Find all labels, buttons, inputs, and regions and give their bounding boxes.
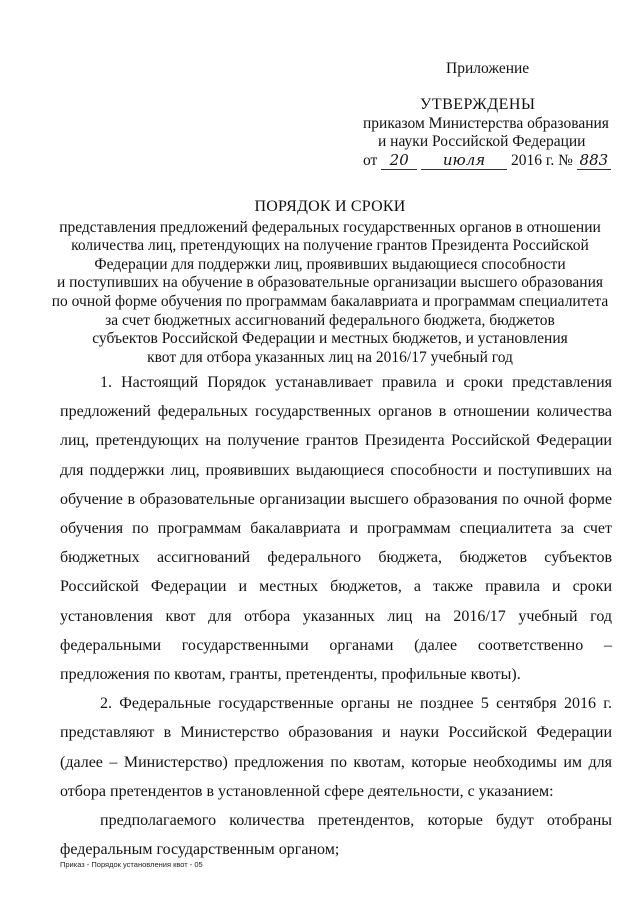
title-line: представления предложений федеральных государственных органов в отношении	[59, 218, 601, 236]
page-footer: Приказ - Порядок установления квот - 05	[60, 860, 203, 869]
paragraph-2: 2. Федеральные государственные органы не позднее 5 сентября 2016 г. представляют в Министерство образования и науки Российской Федерации (далее – Министерство) предложения по квотам, которые необходимы им для отбора претендентов в установленной сфере деятельности, с указанием:	[60, 695, 612, 800]
title-line: субъектов Российской Федерации и местных бюджетов, и установления	[92, 330, 568, 348]
date-day: 20	[381, 151, 417, 170]
title-line: за счет бюджетных ассигнований федерального бюджета, бюджетов	[105, 311, 555, 329]
date-month: июля	[421, 151, 507, 170]
paragraph-3: предполагаемого количества претендентов, которые будут отобраны федеральным государственным органом;	[60, 812, 612, 859]
title-line: количества лиц, претендующих на получение грантов Президента Российской	[71, 237, 589, 255]
order-number: 883	[577, 151, 611, 170]
date-prefix: от	[363, 152, 378, 169]
order-date-line	[363, 151, 611, 170]
appendix-label: Приложение	[446, 60, 530, 77]
order-line-1: приказом Министерства образования	[363, 115, 609, 132]
title-line: и поступивших на обучение в образовательные организации высшего образования	[56, 274, 604, 292]
document-title	[40, 198, 620, 367]
document-body	[60, 368, 612, 864]
order-line-2: и науки Российской Федерации	[378, 133, 586, 150]
title-main: ПОРЯДОК И СРОКИ	[254, 198, 406, 215]
paragraph-1: 1. Настоящий Порядок устанавливает правила и сроки представления предложений федеральных государственных органов в отношении количества лиц, претендующих на получение грантов Президента Российской Федерации для поддержки лиц, проявивших выдающиеся способности и поступивших на обучение в образовательные организации высшего образования по очной форме обучения по программам бакалавриата и программам специалитета за счет бюджетных ассигнований федерального бюджета, бюджетов субъектов Российской Федерации и местных бюджетов, а также правила и сроки установления квот для отбора указанных лиц на 2016/17 учебный год федеральными государственными органами (далее соответственно – предложения по квотам, гранты, претенденты, профильные квоты).	[60, 374, 612, 684]
date-year: 2016 г. №	[510, 152, 573, 169]
approved-label: УТВЕРЖДЕНЫ	[420, 96, 536, 113]
title-line: квот для отбора указанных лиц на 2016/17 учебный год	[147, 348, 513, 366]
title-line: Федерации для поддержки лиц, проявивших выдающиеся способности	[94, 255, 566, 273]
title-line: по очной форме обучения по программам бакалавриата и программам специалитета	[51, 292, 609, 310]
